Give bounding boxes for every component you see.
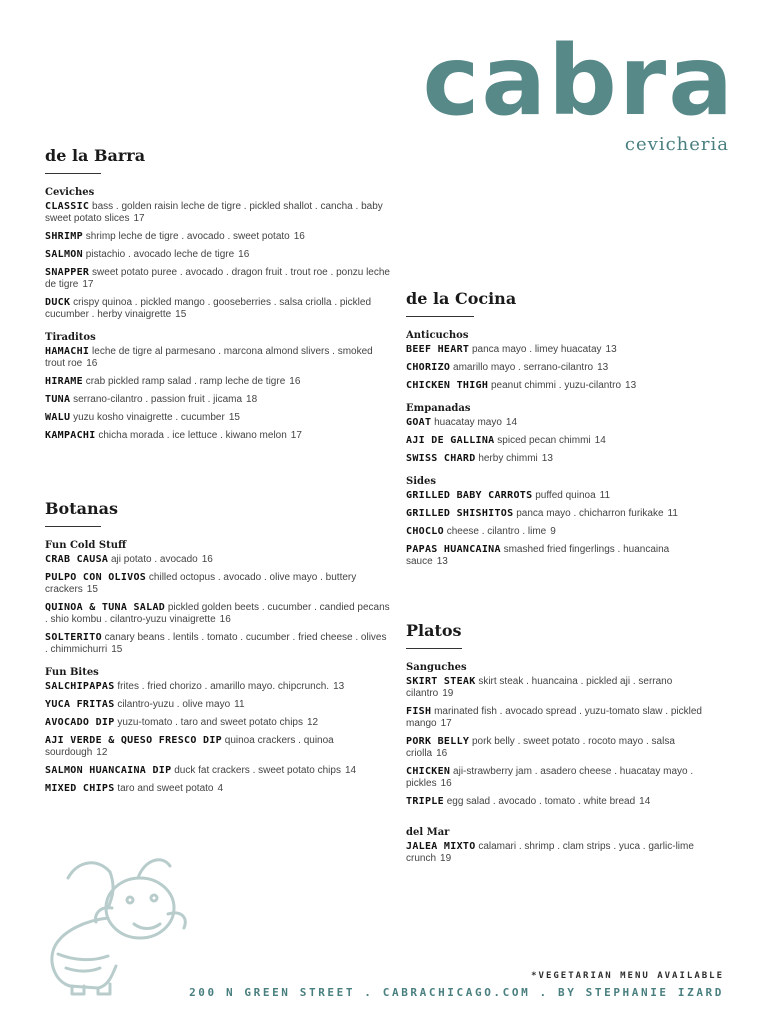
menu-item-name: CHICKEN xyxy=(406,766,451,777)
menu-item xyxy=(45,376,390,388)
menu-item-name: PORK BELLY xyxy=(406,736,470,747)
menu-item-description: taro and sweet potato xyxy=(117,783,214,794)
subsection-title-sanguches: Sanguches xyxy=(406,662,467,673)
menu-item-price: 4 xyxy=(217,783,224,794)
menu-item-price: 15 xyxy=(228,412,240,423)
menu-item-price: 15 xyxy=(111,644,123,655)
menu-item-name: SALMON xyxy=(45,249,83,260)
menu-item xyxy=(45,735,390,759)
menu-item xyxy=(406,435,706,447)
item-list xyxy=(406,676,706,808)
menu-item-name: GRILLED BABY CARROTS xyxy=(406,490,533,501)
section-botanas xyxy=(45,499,390,801)
menu-item-name: QUINOA & TUNA SALAD xyxy=(45,602,166,613)
menu-item-name: HIRAME xyxy=(45,376,83,387)
menu-item-description: yuzu kosho vinaigrette . cucumber xyxy=(73,412,225,423)
menu-item-name: SWISS CHARD xyxy=(406,453,476,464)
menu-item-description: pistachio . avocado leche de tigre xyxy=(85,249,235,260)
menu-item xyxy=(406,490,706,502)
menu-item-price: 13 xyxy=(333,681,345,692)
menu-item-name: CRAB CAUSA xyxy=(45,554,109,565)
menu-item xyxy=(406,417,706,429)
menu-item xyxy=(406,736,706,760)
section-divider xyxy=(406,648,462,649)
menu-item-name: CLASSIC xyxy=(45,201,90,212)
menu-item-description: panca mayo . limey huacatay xyxy=(472,344,602,355)
menu-item-name: SNAPPER xyxy=(45,267,90,278)
subsection-title-bites: Fun Bites xyxy=(45,667,99,678)
menu-item-name: HAMACHI xyxy=(45,346,90,357)
menu-item xyxy=(406,344,706,356)
menu-item-name: SALCHIPAPAS xyxy=(45,681,115,692)
menu-item-description: marinated fish . avocado spread . yuzu-tomato slaw . pickled mango xyxy=(406,706,702,729)
menu-item-price: 16 xyxy=(238,249,250,260)
menu-item-description: bass . golden raisin leche de tigre . pickled shallot . cancha . baby sweet potato slices xyxy=(45,201,383,224)
menu-item-name: AJI VERDE & QUESO FRESCO DIP xyxy=(45,735,222,746)
menu-item-price: 13 xyxy=(597,362,609,373)
menu-item xyxy=(45,346,390,370)
menu-item-price: 17 xyxy=(290,430,302,441)
subsection-title-anticuchos: Anticuchos xyxy=(406,330,469,341)
address-line: 200 N GREEN STREET . CABRACHICAGO.COM . BY STEPHANIE IZARD xyxy=(189,986,724,999)
menu-item-name: YUCA FRITAS xyxy=(45,699,115,710)
menu-item-name: CHOCLO xyxy=(406,526,444,537)
item-list xyxy=(45,201,390,321)
vegetarian-note: *VEGETARIAN MENU AVAILABLE xyxy=(531,971,724,981)
section-title-barra: de la Barra xyxy=(45,146,146,165)
menu-item xyxy=(406,766,706,790)
subsection-title-sides: Sides xyxy=(406,476,437,487)
menu-item xyxy=(45,699,390,711)
subsection-title-empanadas: Empanadas xyxy=(406,403,471,414)
menu-item xyxy=(45,412,390,424)
menu-item xyxy=(406,841,706,865)
menu-item-description: huacatay mayo xyxy=(434,417,502,428)
section-barra xyxy=(45,146,390,448)
subsection-title-del-mar: del Mar xyxy=(406,827,450,838)
menu-item xyxy=(406,544,706,568)
menu-item xyxy=(45,297,390,321)
item-list xyxy=(406,841,706,865)
item-list xyxy=(406,344,706,392)
menu-item xyxy=(45,267,390,291)
menu-item-description: skirt steak . huancaina . pickled aji . serrano cilantro xyxy=(406,676,673,699)
menu-item xyxy=(406,380,706,392)
menu-item-name: SKIRT STEAK xyxy=(406,676,476,687)
menu-item xyxy=(45,717,390,729)
menu-item-price: 14 xyxy=(594,435,606,446)
menu-item xyxy=(45,765,390,777)
menu-item-price: 13 xyxy=(605,344,617,355)
item-list xyxy=(45,346,390,442)
menu-item-name: CHICKEN THIGH xyxy=(406,380,489,391)
menu-item-description: calamari . shrimp . clam strips . yuca . garlic-lime crunch xyxy=(406,841,694,864)
item-list xyxy=(45,681,390,795)
menu-item-description: egg salad . avocado . tomato . white bread xyxy=(446,796,636,807)
section-title-cocina: de la Cocina xyxy=(406,289,517,308)
menu-item xyxy=(45,572,390,596)
menu-item-name: TUNA xyxy=(45,394,71,405)
menu-item-name: SHRIMP xyxy=(45,231,83,242)
menu-item-price: 16 xyxy=(201,554,213,565)
menu-item xyxy=(45,231,390,243)
menu-item-price: 9 xyxy=(550,526,556,537)
section-divider xyxy=(45,526,101,527)
menu-item-description: amarillo mayo . serrano-cilantro xyxy=(453,362,594,373)
menu-item-price: 14 xyxy=(639,796,651,807)
section-title-platos: Platos xyxy=(406,621,462,640)
menu-item xyxy=(406,526,706,538)
logo-wordmark: cabra xyxy=(422,25,735,137)
menu-item-price: 16 xyxy=(289,376,301,387)
menu-item-description: cilantro-yuzu . olive mayo xyxy=(117,699,231,710)
menu-item-price: 13 xyxy=(625,380,637,391)
menu-item-price: 16 xyxy=(219,614,231,625)
menu-item-price: 13 xyxy=(436,556,448,567)
menu-item-description: crispy quinoa . pickled mango . gooseberries . salsa criolla . pickled cucumber . herby vinaigrette xyxy=(45,297,372,320)
menu-item-description: crab pickled ramp salad . ramp leche de tigre xyxy=(85,376,286,387)
menu-item-description: serrano-cilantro . passion fruit . jicama xyxy=(73,394,243,405)
menu-item-description: sweet potato puree . avocado . dragon fruit . trout roe . ponzu leche de tigre xyxy=(45,267,390,290)
menu-item-name: MIXED CHIPS xyxy=(45,783,115,794)
menu-item-name: BEEF HEART xyxy=(406,344,470,355)
menu-item-name: CHORIZO xyxy=(406,362,451,373)
menu-item-description: peanut chimmi . yuzu-cilantro xyxy=(490,380,622,391)
menu-item-description: canary beans . lentils . tomato . cucumber . fried cheese . olives . chimmichurri xyxy=(45,632,387,655)
menu-item-description: leche de tigre al parmesano . marcona almond slivers . smoked trout roe xyxy=(45,346,373,369)
menu-item-description: duck fat crackers . sweet potato chips xyxy=(174,765,341,776)
section-platos xyxy=(406,621,706,871)
subsection-title-ceviches: Ceviches xyxy=(45,187,95,198)
subsection-title-tiraditos: Tiraditos xyxy=(45,332,96,343)
menu-item-name: AJI DE GALLINA xyxy=(406,435,495,446)
menu-item-description: cheese . cilantro . lime xyxy=(446,526,547,537)
menu-item-description: pork belly . sweet potato . rocoto mayo . salsa criolla xyxy=(406,736,675,759)
subsection-title-cold: Fun Cold Stuff xyxy=(45,540,127,551)
menu-item xyxy=(406,706,706,730)
menu-item xyxy=(406,676,706,700)
menu-item-name: PAPAS HUANCAINA xyxy=(406,544,501,555)
menu-item-name: PULPO CON OLIVOS xyxy=(45,572,147,583)
menu-item-price: 13 xyxy=(541,453,553,464)
section-cocina xyxy=(406,289,706,574)
menu-item-price: 14 xyxy=(344,765,357,776)
menu-item-price: 19 xyxy=(440,853,452,864)
menu-item-description: yuzu-tomato . taro and sweet potato chips xyxy=(117,717,303,728)
menu-item-price: 16 xyxy=(293,231,305,242)
menu-item-description: quinoa crackers . quinoa sourdough xyxy=(45,735,334,758)
menu-item xyxy=(45,681,390,693)
menu-item-name: JALEA MIXTO xyxy=(406,841,476,852)
menu-item-name: AVOCADO DIP xyxy=(45,717,115,728)
menu-item xyxy=(406,453,706,465)
logo-subtitle: cevicheria xyxy=(624,134,729,155)
menu-item xyxy=(45,632,390,656)
menu-item-description: smashed fried fingerlings . huancaina sauce xyxy=(406,544,670,567)
menu-item-description: chilled octopus . avocado . olive mayo . buttery crackers xyxy=(45,572,357,595)
menu-item-price: 17 xyxy=(440,718,452,729)
goat-illustration xyxy=(38,848,200,998)
menu-item-name: KAMPACHI xyxy=(45,430,96,441)
menu-item xyxy=(45,430,390,442)
menu-item xyxy=(406,508,706,520)
menu-item-description: aji-strawberry jam . asadero cheese . huacatay mayo . pickles xyxy=(406,766,694,789)
menu-item-price: 18 xyxy=(246,394,258,405)
menu-item-price: 16 xyxy=(436,748,448,759)
menu-item-price: 17 xyxy=(133,213,145,224)
menu-item-price: 12 xyxy=(96,747,108,758)
menu-item-name: TRIPLE xyxy=(406,796,444,807)
menu-item-description: panca mayo . chicharron furikake xyxy=(516,508,664,519)
menu-item xyxy=(45,554,390,566)
menu-item xyxy=(45,394,390,406)
menu-item xyxy=(45,249,390,261)
menu-item-description: spiced pecan chimmi xyxy=(497,435,591,446)
menu-item-description: shrimp leche de tigre . avocado . sweet potato xyxy=(85,231,290,242)
menu-item-price: 19 xyxy=(442,688,454,699)
item-list xyxy=(45,554,390,656)
menu-item xyxy=(406,796,706,808)
section-title-botanas: Botanas xyxy=(45,499,118,518)
section-divider xyxy=(45,173,101,174)
menu-item-price: 15 xyxy=(86,584,98,595)
menu-item xyxy=(406,362,706,374)
menu-item-name: SOLTERITO xyxy=(45,632,102,643)
menu-item-price: 12 xyxy=(306,717,319,728)
menu-item-name: GOAT xyxy=(406,417,432,428)
menu-item-price: 11 xyxy=(667,508,678,519)
menu-item-description: pickled golden beets . cucumber . candied pecans . shio kombu . cilantro-yuzu vinaigrette xyxy=(45,602,390,625)
menu-item-name: SALMON HUANCAINA DIP xyxy=(45,765,172,776)
section-divider xyxy=(406,316,474,317)
menu-item xyxy=(45,602,390,626)
menu-item-price: 15 xyxy=(175,309,187,320)
item-list xyxy=(406,417,706,465)
menu-item xyxy=(45,201,390,225)
menu-item-description: chicha morada . ice lettuce . kiwano melon xyxy=(98,430,287,441)
menu-item-description: aji potato . avocado xyxy=(111,554,198,565)
menu-item-description: herby chimmi xyxy=(478,453,538,464)
menu-item-price: 14 xyxy=(505,417,518,428)
menu-item-name: WALU xyxy=(45,412,71,423)
menu-item-price: 11 xyxy=(234,699,245,710)
menu-item-description: frites . fried chorizo . amarillo mayo. chipcrunch. xyxy=(117,681,330,692)
brand-logo xyxy=(415,22,735,155)
menu-item-name: DUCK xyxy=(45,297,71,308)
menu-item-price: 16 xyxy=(86,358,98,369)
menu-item xyxy=(45,783,390,795)
menu-item-name: FISH xyxy=(406,706,432,717)
item-list xyxy=(406,490,706,568)
menu-item-price: 11 xyxy=(599,490,611,501)
menu-item-price: 17 xyxy=(82,279,94,290)
menu-item-name: GRILLED SHISHITOS xyxy=(406,508,514,519)
menu-item-description: puffed quinoa xyxy=(535,490,596,501)
menu-item-price: 16 xyxy=(440,778,452,789)
